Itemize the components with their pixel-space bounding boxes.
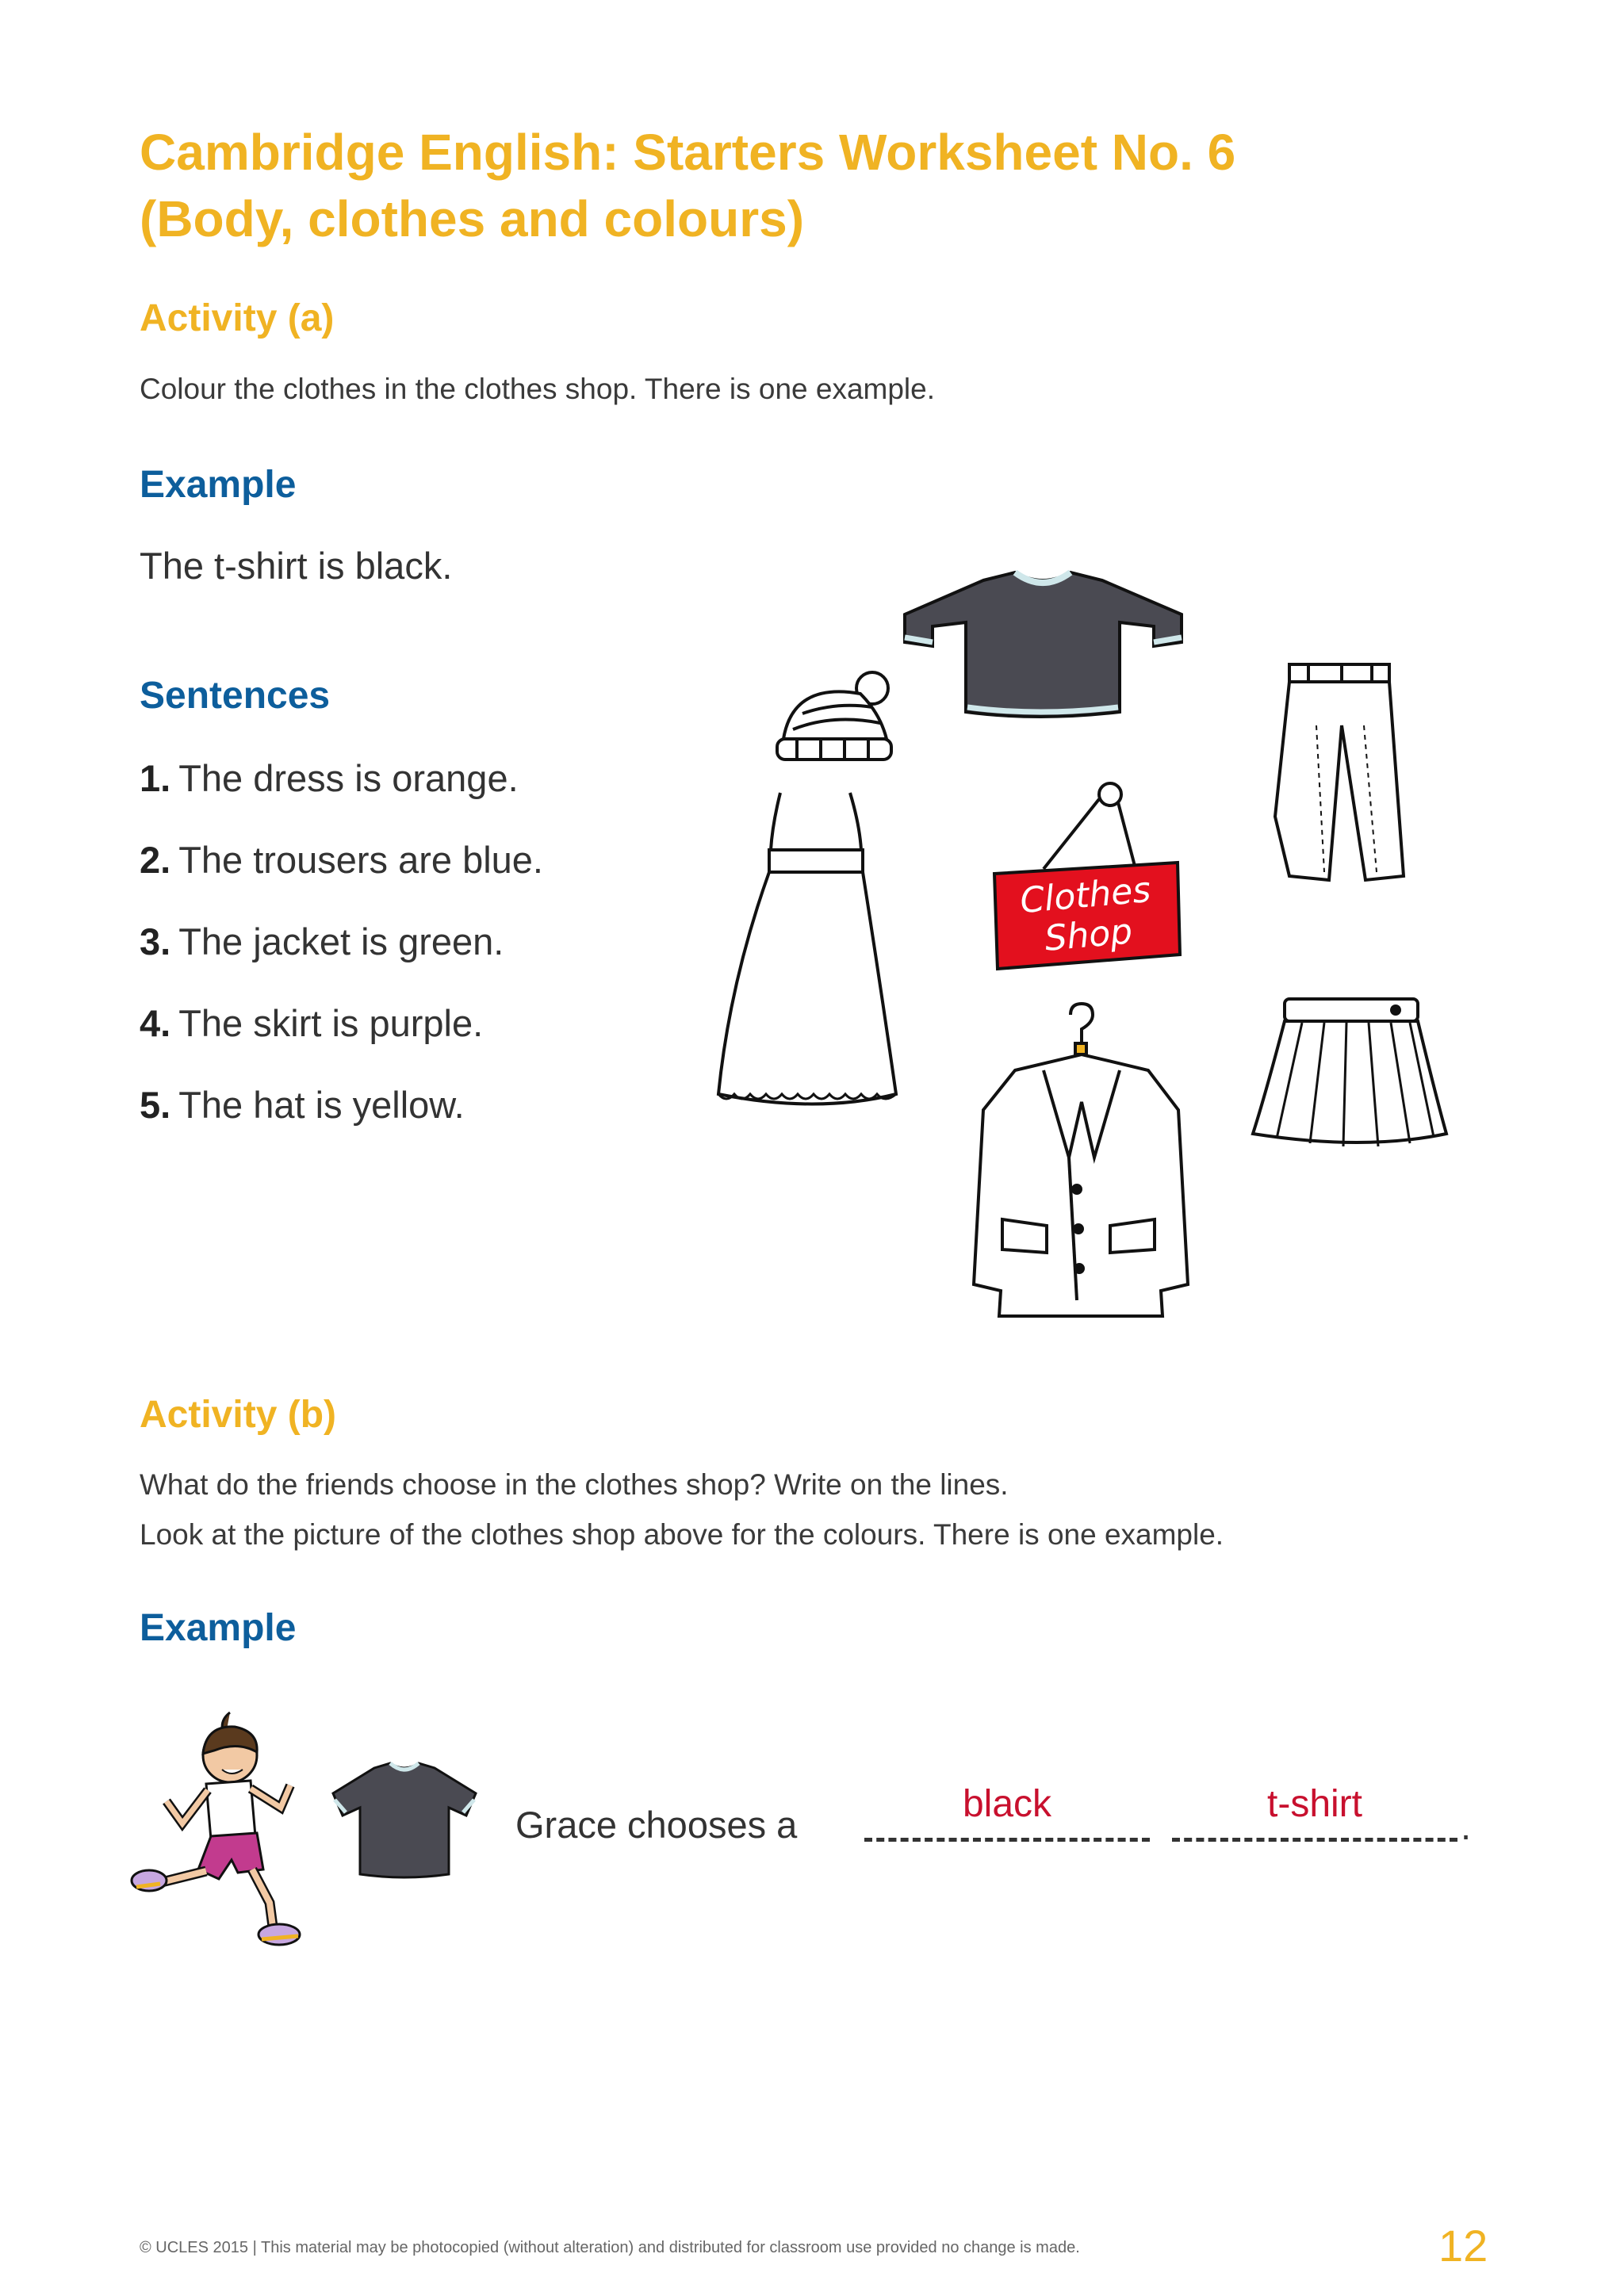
sign-text-line-1: Clothes [1018, 869, 1153, 922]
skirt-illustration [1253, 999, 1446, 1146]
sentence-text: The jacket is green. [178, 920, 504, 962]
page-number: 12 [1438, 2221, 1488, 2271]
title-line-1: Cambridge English: Starters Worksheet No. 6 [140, 124, 1236, 181]
sentence-number: 3. [140, 920, 171, 962]
sentence-text: The hat is yellow. [178, 1084, 465, 1126]
answer-line-2[interactable] [1172, 1838, 1457, 1842]
sentence-number: 5. [140, 1084, 171, 1126]
activity-b-instruction-1: What do the friends choose in the clothes shop? Write on the lines. [140, 1468, 1009, 1501]
sentence-text: The skirt is purple. [178, 1002, 484, 1044]
sentence-2 [140, 838, 543, 882]
activity-b-instruction-2: Look at the picture of the clothes shop above for the colours. There is one example. [140, 1518, 1224, 1551]
sentence-number: 1. [140, 757, 171, 799]
clothes-shop-illustration [698, 555, 1522, 1316]
activity-a-example-heading: Example [140, 464, 297, 506]
dress-illustration [718, 793, 896, 1104]
jacket-illustration [974, 1004, 1188, 1316]
activity-b-example-heading: Example [140, 1607, 297, 1649]
hat-illustration [777, 672, 891, 760]
clothes-shop-sign [994, 783, 1180, 969]
activity-a-instruction: Colour the clothes in the clothes shop. There is one example. [140, 373, 936, 405]
grace-illustration [111, 1697, 317, 1950]
sentence-text: The trousers are blue. [178, 839, 543, 881]
sentence-number: 4. [140, 1002, 171, 1044]
activity-b-heading: Activity (b) [140, 1394, 337, 1436]
title-line-2: (Body, clothes and colours) [140, 190, 804, 247]
trousers-illustration [1275, 664, 1404, 880]
sign-text-line-2: Shop [1043, 911, 1135, 959]
answer-2: t-shirt [1267, 1783, 1362, 1825]
sentence-3 [140, 920, 504, 963]
sentence-number: 2. [140, 839, 171, 881]
answer-1: black [962, 1783, 1052, 1825]
sentences-heading: Sentences [140, 675, 331, 717]
sentence-1 [140, 756, 519, 800]
answer-line-1[interactable] [864, 1838, 1150, 1842]
sentence-5 [140, 1083, 465, 1127]
footer-copyright: © UCLES 2015 | This material may be photocopied (without alteration) and distributed for classroom use provided no change is made. [140, 2239, 1080, 2256]
activity-a-example-sentence: The t-shirt is black. [140, 545, 453, 587]
example-prompt: Grace chooses a [515, 1804, 798, 1846]
sentence-text: The dress is orange. [178, 757, 519, 799]
sentence-4 [140, 1001, 483, 1045]
page-title [140, 119, 1488, 252]
activity-a-heading: Activity (a) [140, 297, 335, 339]
example-tshirt-icon [325, 1758, 484, 1885]
end-punctuation: . [1461, 1805, 1472, 1847]
tshirt-illustration [905, 572, 1182, 717]
